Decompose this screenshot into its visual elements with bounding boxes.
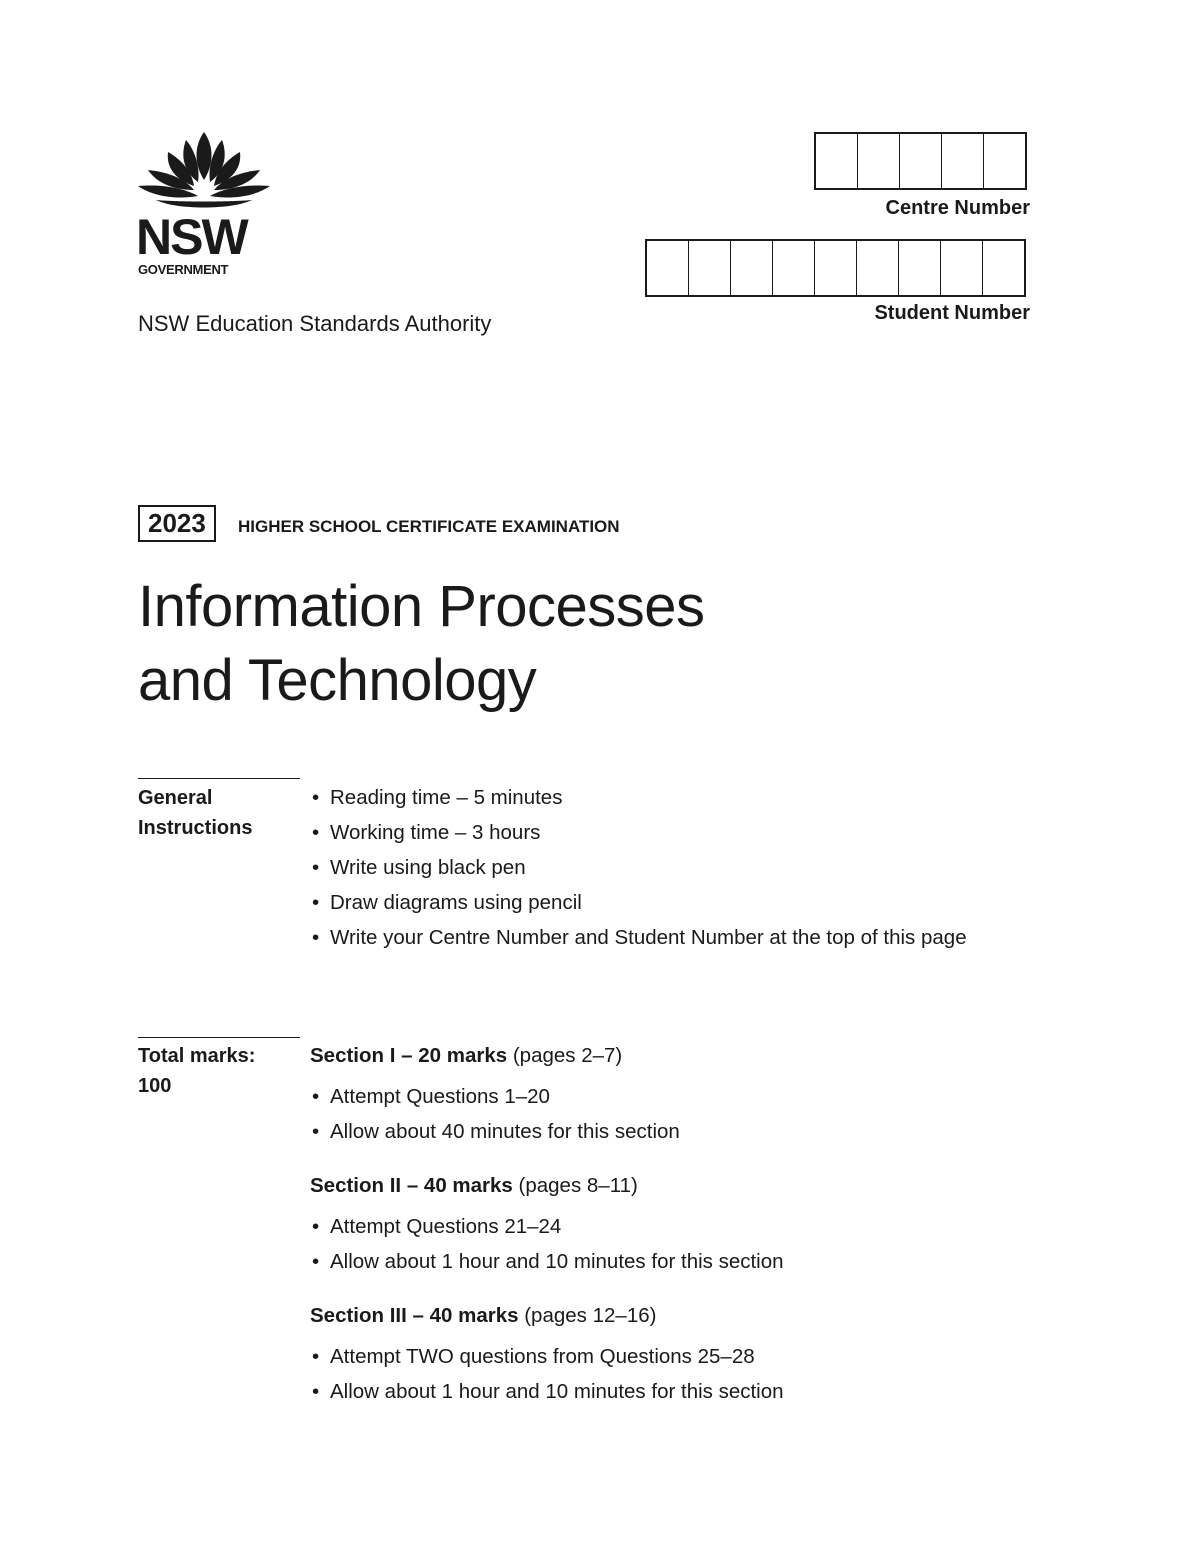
section-instructions bbox=[310, 1212, 1040, 1277]
section-heading bbox=[310, 1171, 1040, 1201]
total-marks-label bbox=[138, 1041, 308, 1101]
logo-subtext: GOVERNMENT bbox=[138, 262, 229, 277]
list-item: • Allow about 40 minutes for this section bbox=[310, 1117, 1040, 1147]
digit-box[interactable] bbox=[941, 241, 983, 295]
section-3 bbox=[310, 1301, 1040, 1412]
list-item: • Write your Centre Number and Student Number at the top of this page bbox=[310, 923, 1040, 953]
authority-name: NSW Education Standards Authority bbox=[138, 311, 492, 336]
section-instructions bbox=[310, 1342, 1040, 1407]
digit-box[interactable] bbox=[816, 134, 858, 188]
list-item: • Reading time – 5 minutes bbox=[310, 783, 1040, 813]
label-line: Instructions bbox=[138, 817, 253, 839]
digit-box[interactable] bbox=[858, 134, 900, 188]
digit-box[interactable] bbox=[815, 241, 857, 295]
section-pages: (pages 12–16) bbox=[524, 1304, 657, 1327]
list-item: • Attempt Questions 1–20 bbox=[310, 1082, 1040, 1112]
list-item: • Attempt TWO questions from Questions 25–28 bbox=[310, 1342, 1040, 1372]
list-item: • Allow about 1 hour and 10 minutes for this section bbox=[310, 1247, 1040, 1277]
nsw-government-logo bbox=[136, 130, 272, 280]
exam-title-line: and Technology bbox=[138, 648, 537, 713]
section-title: Section II – 40 marks bbox=[310, 1174, 513, 1197]
list-item: • Draw diagrams using pencil bbox=[310, 888, 1040, 918]
section-title: Section III – 40 marks bbox=[310, 1304, 519, 1327]
digit-box[interactable] bbox=[731, 241, 773, 295]
centre-number-label: Centre Number bbox=[885, 197, 1030, 219]
section-heading bbox=[310, 1041, 1040, 1071]
list-item: • Write using black pen bbox=[310, 853, 1040, 883]
general-instructions-list bbox=[310, 783, 1040, 958]
total-marks-value: 100 bbox=[138, 1075, 172, 1097]
digit-box[interactable] bbox=[689, 241, 731, 295]
digit-box[interactable] bbox=[942, 134, 984, 188]
digit-box[interactable] bbox=[647, 241, 689, 295]
exam-type: HIGHER SCHOOL CERTIFICATE EXAMINATION bbox=[238, 517, 620, 536]
student-number-boxes[interactable] bbox=[645, 239, 1026, 297]
student-number-label: Student Number bbox=[874, 302, 1030, 324]
logo-wordmark: NSW bbox=[136, 209, 247, 265]
digit-box[interactable] bbox=[773, 241, 815, 295]
section-heading bbox=[310, 1301, 1040, 1331]
exam-title-line: Information Processes bbox=[138, 574, 705, 639]
digit-box[interactable] bbox=[983, 241, 1024, 295]
section-pages: (pages 8–11) bbox=[518, 1174, 638, 1197]
section-1 bbox=[310, 1041, 1040, 1152]
label-line: Total marks: bbox=[138, 1045, 256, 1067]
exam-year-badge: 2023 bbox=[138, 505, 216, 542]
list-item: • Allow about 1 hour and 10 minutes for this section bbox=[310, 1377, 1040, 1407]
divider bbox=[138, 778, 300, 779]
digit-box[interactable] bbox=[857, 241, 899, 295]
exam-title bbox=[138, 570, 1038, 718]
section-pages: (pages 2–7) bbox=[512, 1044, 623, 1067]
list-item: • Attempt Questions 21–24 bbox=[310, 1212, 1040, 1242]
digit-box[interactable] bbox=[984, 134, 1025, 188]
centre-number-boxes[interactable] bbox=[814, 132, 1027, 190]
digit-box[interactable] bbox=[899, 241, 941, 295]
section-2 bbox=[310, 1171, 1040, 1282]
general-instructions-label bbox=[138, 783, 308, 843]
section-instructions bbox=[310, 1082, 1040, 1147]
list-item: • Working time – 3 hours bbox=[310, 818, 1040, 848]
label-line: General bbox=[138, 787, 213, 809]
digit-box[interactable] bbox=[900, 134, 942, 188]
waratah-icon bbox=[136, 130, 272, 212]
divider bbox=[138, 1037, 300, 1038]
section-title: Section I – 20 marks bbox=[310, 1044, 508, 1067]
